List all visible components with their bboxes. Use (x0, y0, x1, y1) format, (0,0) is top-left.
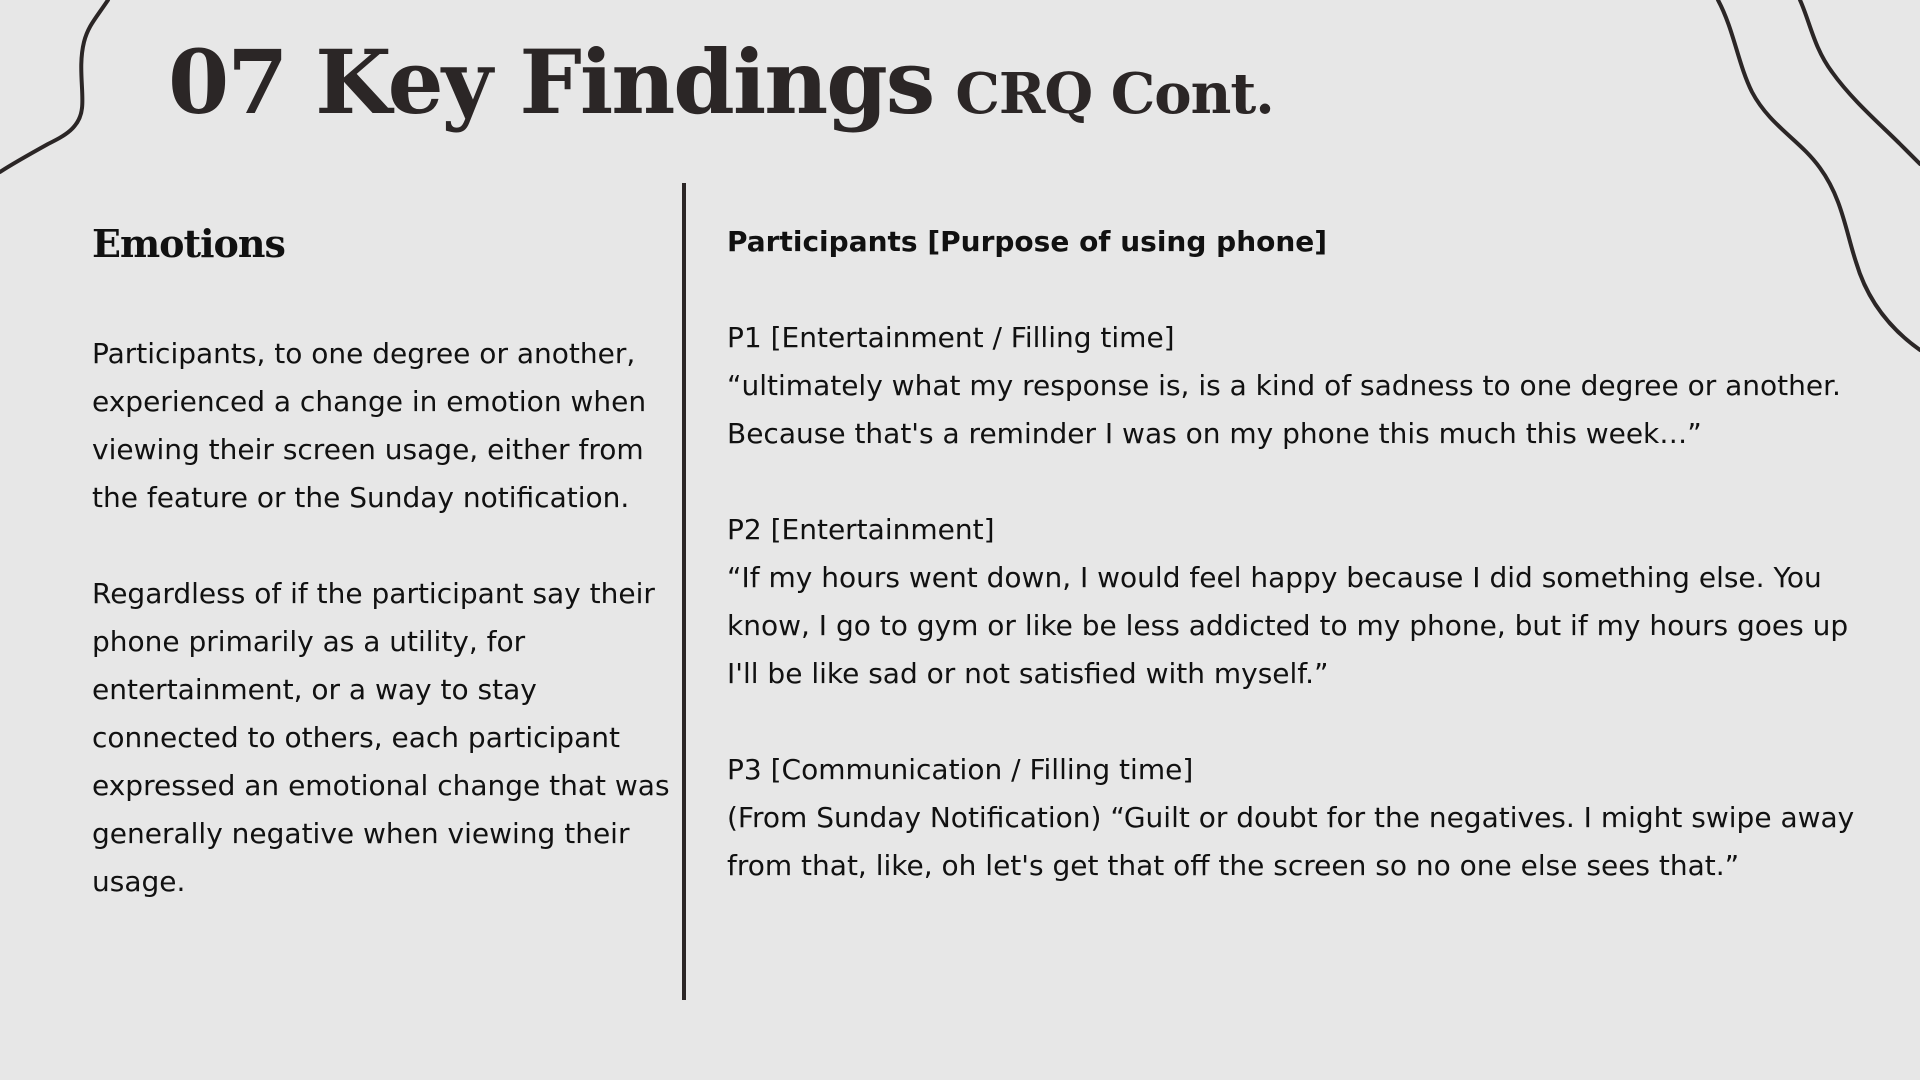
participant-block-p1 (727, 314, 1877, 458)
emotions-paragraph: Participants, to one degree or another, experienced a change in emotion when viewing their screen usage, either from the feature or the Sunday notification. (92, 337, 647, 514)
participant-label: P3 [Communication / Filling time] (727, 753, 1194, 786)
column-divider (682, 183, 686, 1000)
slide-title (168, 30, 1274, 134)
participant-quote: “If my hours went down, I would feel happy because I did something else. You know, I go to gym or like be less addicted to my phone, but if my hours goes up I'll be like sad or not satisfied with myself.” (727, 561, 1849, 690)
participants-heading: Participants [Purpose of using phone] (727, 225, 1328, 258)
participant-block-p3 (727, 746, 1877, 890)
top-left-squiggle-line (0, 0, 108, 172)
participants-column (727, 218, 1877, 890)
participant-label: P2 [Entertainment] (727, 513, 995, 546)
participant-quote: (From Sunday Notification) “Guilt or doubt for the negatives. I might swipe away from that, like, oh let's get that off the screen so no one else sees that.” (727, 801, 1855, 882)
emotions-paragraph: Regardless of if the participant say their phone primarily as a utility, for entertainment, or a way to stay connected to others, each participant expressed an emotional change that was generally negative when viewing their usage. (92, 577, 670, 898)
title-subtitle: CRQ Cont. (955, 61, 1274, 127)
top-right-squiggle-line-inner (1800, 0, 1920, 164)
participant-quote: “ultimately what my response is, is a kind of sadness to one degree or another. Because that's a reminder I was on my phone this much this week…” (727, 369, 1841, 450)
participant-label: P1 [Entertainment / Filling time] (727, 321, 1175, 354)
emotions-column (92, 220, 672, 906)
participant-block-p2 (727, 506, 1877, 698)
emotions-heading: Emotions (92, 221, 285, 266)
title-main: 07 Key Findings (168, 30, 934, 134)
